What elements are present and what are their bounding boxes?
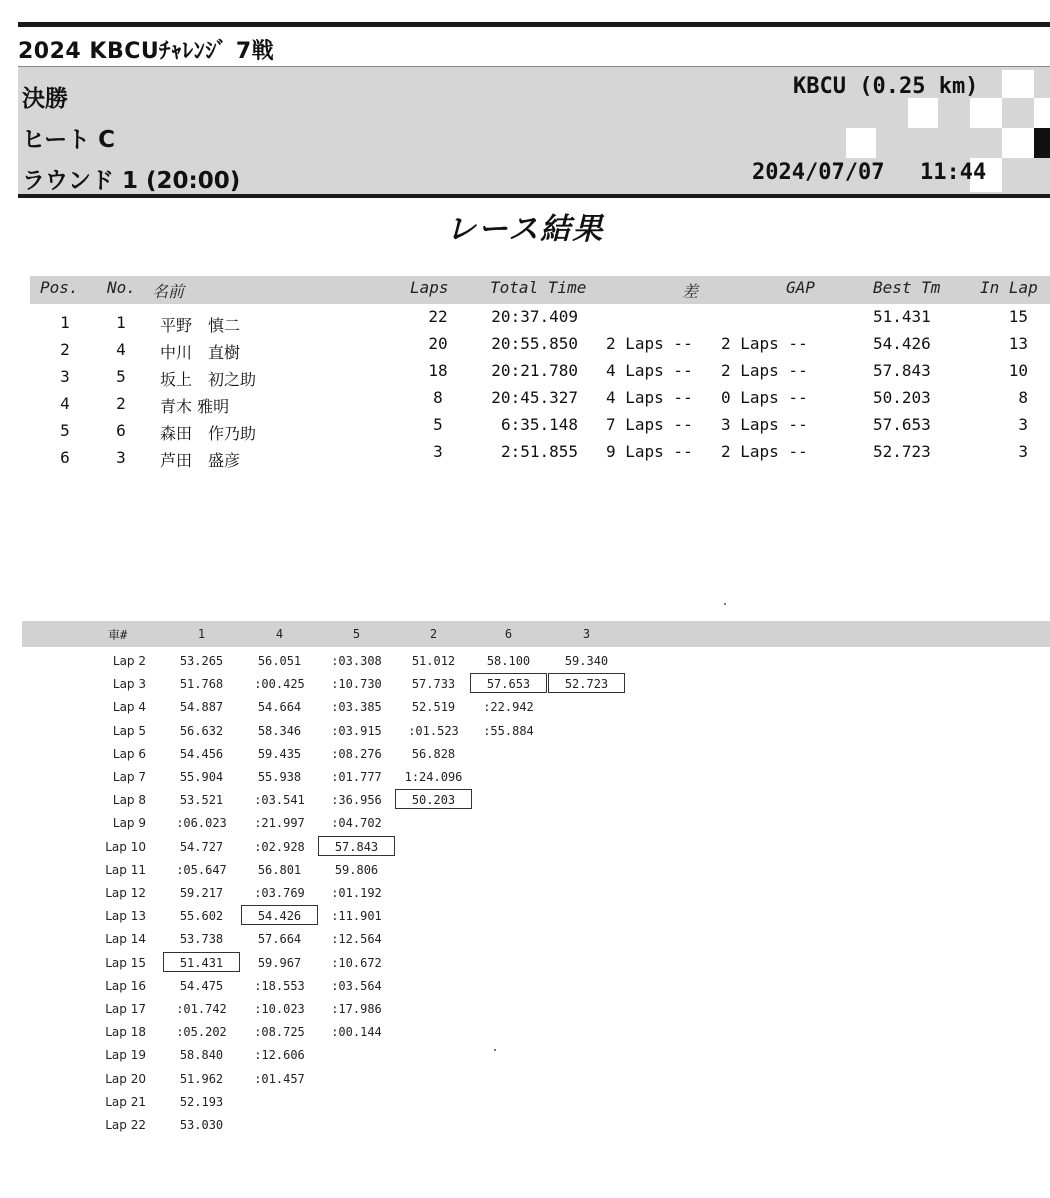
result-car-no: 4: [116, 340, 126, 359]
result-laps: 8: [433, 388, 443, 407]
col-pos: Pos.: [40, 278, 79, 297]
lap-time: 53.030: [179, 1118, 224, 1132]
result-laps: 3: [433, 442, 443, 461]
lap-time: 51.962: [179, 1072, 224, 1086]
lap-number: Lap 3: [112, 677, 146, 691]
lap-time: :05.202: [176, 1025, 227, 1039]
lap-number: Lap 7: [112, 770, 146, 784]
result-driver-name: 森田 作乃助: [160, 424, 257, 443]
lap-time: 52.723: [564, 677, 609, 691]
result-best-time: 57.843: [873, 361, 931, 380]
lap-time: 53.265: [179, 654, 224, 668]
lap-time: 54.426: [257, 909, 302, 923]
col-total-time: Total Time: [490, 278, 587, 297]
lap-time: :01.523: [408, 724, 459, 738]
result-car-no: 3: [116, 448, 126, 467]
col-laps: Laps: [410, 278, 449, 297]
lap-number: Lap 20: [105, 1072, 146, 1086]
result-in-lap: 15: [1008, 307, 1028, 326]
race-time: 11:44: [920, 160, 987, 185]
result-total-time: 2:51.855: [500, 442, 578, 461]
lap-number: Lap 22: [105, 1118, 146, 1132]
track-info: KBCU (0.25 km): [793, 74, 979, 99]
lap-time: 54.727: [179, 840, 224, 854]
lap-time: 58.346: [257, 724, 302, 738]
best-lap-box: [241, 905, 318, 925]
lap-time: :10.730: [331, 677, 382, 691]
lap-time: 50.203: [411, 793, 456, 807]
col-no: No.: [107, 278, 136, 297]
result-in-lap: 3: [1018, 415, 1028, 434]
result-total-time: 20:21.780: [491, 361, 578, 380]
result-pos: 5: [60, 421, 70, 440]
lap-time: 57.733: [411, 677, 456, 691]
lap-time: 1:24.096: [404, 770, 463, 784]
lap-time: 57.843: [334, 840, 379, 854]
top-rule: [18, 22, 1050, 27]
lap-time: 53.521: [179, 793, 224, 807]
result-in-lap: 10: [1008, 361, 1028, 380]
lap-number: Lap 17: [105, 1002, 146, 1016]
best-lap-box: [470, 673, 547, 693]
result-gap: 3 Laps --: [721, 415, 808, 434]
result-driver-name: 坂上 初之助: [160, 370, 257, 389]
lap-time: :01.192: [331, 886, 382, 900]
lap-time: :21.997: [254, 816, 305, 830]
col-in-lap: In Lap: [980, 278, 1038, 297]
page-title: レース結果: [445, 212, 605, 247]
lap-number: Lap 16: [105, 979, 146, 993]
lap-number: Lap 21: [105, 1095, 146, 1109]
lap-number: Lap 14: [105, 932, 146, 946]
result-gap: 2 Laps --: [721, 334, 808, 353]
result-pos: 1: [60, 313, 70, 332]
lap-time: 57.653: [486, 677, 531, 691]
lap-time: :04.702: [331, 816, 382, 830]
lap-time: 52.519: [411, 700, 456, 714]
lap-time: 58.840: [179, 1048, 224, 1062]
lap-time: 52.193: [179, 1095, 224, 1109]
result-driver-name: 芦田 盛彦: [160, 451, 241, 470]
lap-time: 51.012: [411, 654, 456, 668]
best-lap-box: [395, 789, 472, 809]
lap-time: :05.647: [176, 863, 227, 877]
lap-time: :03.541: [254, 793, 305, 807]
result-best-time: 50.203: [873, 388, 931, 407]
result-in-lap: 8: [1018, 388, 1028, 407]
result-diff: 9 Laps --: [606, 442, 693, 461]
lap-time: :02.928: [254, 840, 305, 854]
lap-time: :17.986: [331, 1002, 382, 1016]
car-number-label: 車#: [108, 628, 128, 642]
lap-time: 55.938: [257, 770, 302, 784]
result-best-time: 51.431: [873, 307, 931, 326]
lap-time: :10.672: [331, 956, 382, 970]
lap-time: 56.801: [257, 863, 302, 877]
lap-time: 54.456: [179, 747, 224, 761]
lap-number: Lap 5: [112, 724, 146, 738]
lap-time: :01.742: [176, 1002, 227, 1016]
lap-number: Lap 18: [105, 1025, 146, 1039]
result-total-time: 20:37.409: [491, 307, 578, 326]
event-title: 2024 KBCUﾁｬﾚﾝｼﾞ 7戦: [18, 39, 275, 64]
result-car-no: 1: [116, 313, 126, 332]
col-best-time: Best Tm: [873, 278, 941, 297]
lap-time: 56.051: [257, 654, 302, 668]
result-pos: 6: [60, 448, 70, 467]
lap-time: :22.942: [483, 700, 534, 714]
lap-number: Lap 11: [105, 863, 146, 877]
result-total-time: 6:35.148: [500, 415, 578, 434]
lap-time: 59.806: [334, 863, 379, 877]
result-diff: 2 Laps --: [606, 334, 693, 353]
result-total-time: 20:45.327: [491, 388, 578, 407]
session-name: 決勝: [22, 86, 68, 112]
lap-time: :55.884: [483, 724, 534, 738]
round-name: ラウンド 1 (20:00): [22, 168, 241, 194]
lap-time: 51.768: [179, 677, 224, 691]
result-laps: 22: [428, 307, 448, 326]
lap-number: Lap 15: [105, 956, 146, 970]
car-column-header: 1: [197, 627, 206, 641]
lap-time: :12.606: [254, 1048, 305, 1062]
lap-time: :08.276: [331, 747, 382, 761]
lap-time: :01.777: [331, 770, 382, 784]
lap-number: Lap 6: [112, 747, 146, 761]
result-car-no: 5: [116, 367, 126, 386]
lap-time: :03.915: [331, 724, 382, 738]
header-bottom-rule: [18, 194, 1050, 198]
lap-time: :12.564: [331, 932, 382, 946]
result-car-no: 2: [116, 394, 126, 413]
result-car-no: 6: [116, 421, 126, 440]
result-gap: 0 Laps --: [721, 388, 808, 407]
col-name: 名前: [152, 282, 185, 301]
lap-time: 57.664: [257, 932, 302, 946]
race-date: 2024/07/07: [752, 160, 885, 185]
lap-time: :00.144: [331, 1025, 382, 1039]
lap-time: 56.632: [179, 724, 224, 738]
lap-time: :03.385: [331, 700, 382, 714]
result-pos: 3: [60, 367, 70, 386]
lap-time: 54.475: [179, 979, 224, 993]
lap-number: Lap 9: [112, 816, 146, 830]
lap-time: :10.023: [254, 1002, 305, 1016]
lap-time: 51.431: [179, 956, 224, 970]
lap-time: 58.100: [486, 654, 531, 668]
result-laps: 20: [428, 334, 448, 353]
car-column-header: 3: [582, 627, 591, 641]
result-driver-name: 中川 直樹: [160, 343, 241, 362]
lap-number: Lap 10: [105, 840, 146, 854]
car-column-header: 2: [429, 627, 438, 641]
lap-time: :06.023: [176, 816, 227, 830]
lap-time: 54.664: [257, 700, 302, 714]
col-gap: GAP: [786, 278, 815, 297]
lap-time: 53.738: [179, 932, 224, 946]
best-lap-box: [318, 836, 395, 856]
result-total-time: 20:55.850: [491, 334, 578, 353]
result-diff: 4 Laps --: [606, 361, 693, 380]
car-column-header: 4: [275, 627, 284, 641]
lap-time: :11.901: [331, 909, 382, 923]
result-pos: 4: [60, 394, 70, 413]
lap-number: Lap 4: [112, 700, 146, 714]
result-best-time: 52.723: [873, 442, 931, 461]
lap-number: Lap 2: [112, 654, 146, 668]
lap-time: :03.769: [254, 886, 305, 900]
scan-speck: [724, 603, 726, 605]
lap-time: :18.553: [254, 979, 305, 993]
col-diff: 差: [682, 282, 699, 301]
lap-time: 59.217: [179, 886, 224, 900]
lap-number: Lap 13: [105, 909, 146, 923]
result-in-lap: 3: [1018, 442, 1028, 461]
lap-time: :00.425: [254, 677, 305, 691]
lap-time: 54.887: [179, 700, 224, 714]
result-laps: 5: [433, 415, 443, 434]
result-diff: 4 Laps --: [606, 388, 693, 407]
result-best-time: 57.653: [873, 415, 931, 434]
lap-time: 59.340: [564, 654, 609, 668]
result-pos: 2: [60, 340, 70, 359]
best-lap-box: [548, 673, 625, 693]
scan-speck: [494, 1049, 496, 1051]
lap-time: :03.308: [331, 654, 382, 668]
result-gap: 2 Laps --: [721, 361, 808, 380]
result-gap: 2 Laps --: [721, 442, 808, 461]
lap-number: Lap 19: [105, 1048, 146, 1062]
lap-time: 55.602: [179, 909, 224, 923]
heat-name: ヒート C: [22, 127, 115, 153]
lap-number: Lap 12: [105, 886, 146, 900]
lap-time: :03.564: [331, 979, 382, 993]
lap-time: 56.828: [411, 747, 456, 761]
result-in-lap: 13: [1008, 334, 1028, 353]
car-column-header: 6: [504, 627, 513, 641]
lap-time: 55.904: [179, 770, 224, 784]
result-diff: 7 Laps --: [606, 415, 693, 434]
car-column-header: 5: [352, 627, 361, 641]
lap-number: Lap 8: [112, 793, 146, 807]
lap-time: :36.956: [331, 793, 382, 807]
lap-time: :01.457: [254, 1072, 305, 1086]
result-best-time: 54.426: [873, 334, 931, 353]
lap-time: :08.725: [254, 1025, 305, 1039]
result-driver-name: 青木 雅明: [160, 397, 230, 416]
result-driver-name: 平野 慎二: [160, 316, 241, 335]
lap-time: 59.967: [257, 956, 302, 970]
result-laps: 18: [428, 361, 448, 380]
best-lap-box: [163, 952, 240, 972]
lap-time: 59.435: [257, 747, 302, 761]
